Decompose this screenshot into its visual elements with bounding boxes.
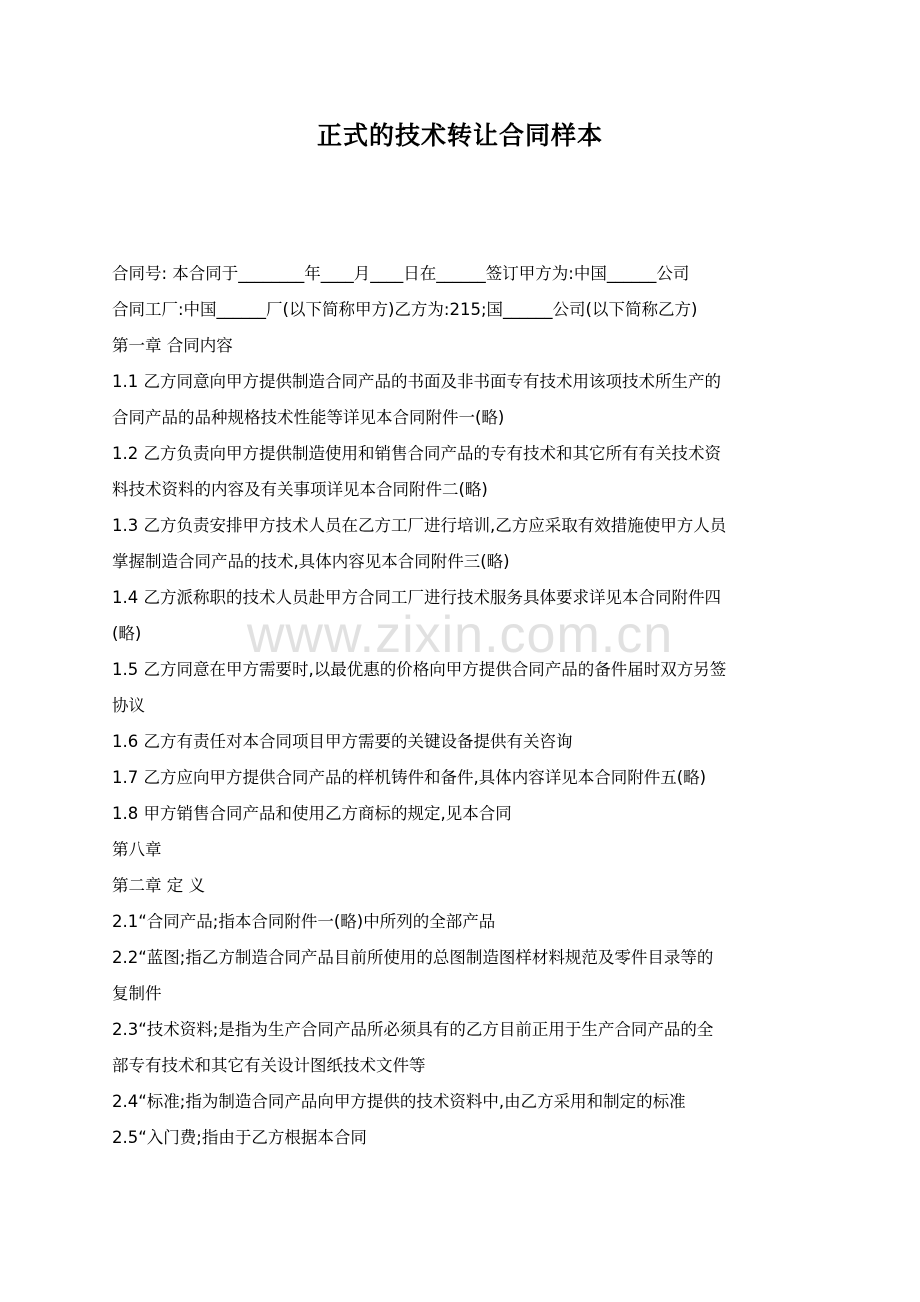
chapter-heading: 第一章 合同内容: [112, 336, 233, 355]
body-line: (略): [112, 624, 142, 643]
chapter-heading: 第八章: [112, 840, 162, 859]
body-line: 1.6 乙方有责任对本合同项目甲方需要的关键设备提供有关咨询: [112, 732, 573, 751]
body-line: 合同号: 本合同于________年____月____日在______签订甲方为:中国______公司: [112, 264, 690, 283]
body-line: 1.7 乙方应向甲方提供合同产品的样机铸件和备件,具体内容详见本合同附件五(略): [112, 768, 707, 787]
body-line: 1.8 甲方销售合同产品和使用乙方商标的规定,见本合同: [112, 804, 512, 823]
body-line: 合同工厂:中国______厂(以下简称甲方)乙方为:215;国______公司(以下简称乙方): [112, 300, 698, 319]
body-line: 2.1“合同产品;指本合同附件一(略)中所列的全部产品: [112, 912, 496, 931]
body-line: 1.3 乙方负责安排甲方技术人员在乙方工厂进行培训,乙方应采取有效措施使甲方人员: [112, 516, 727, 535]
body-line: 2.5“入门费;指由于乙方根据本合同: [112, 1128, 367, 1147]
watermark: www.zixin.com.cn: [246, 606, 674, 664]
body-line: 部专有技术和其它有关设计图纸技术文件等: [112, 1056, 426, 1075]
body-line: 1.5 乙方同意在甲方需要时,以最优惠的价格向甲方提供合同产品的备件届时双方另签: [112, 660, 727, 679]
body-line: 合同产品的品种规格技术性能等详见本合同附件一(略): [112, 408, 505, 427]
document-title: 正式的技术转让合同样本: [316, 121, 603, 150]
body-line: 1.4 乙方派称职的技术人员赴甲方合同工厂进行技术服务具体要求详见本合同附件四: [112, 588, 721, 607]
body-line: 2.4“标准;指为制造合同产品向甲方提供的技术资料中,由乙方采用和制定的标准: [112, 1092, 686, 1111]
body-line: 2.3“技术资料;是指为生产合同产品所必须具有的乙方目前正用于生产合同产品的全: [112, 1020, 714, 1039]
contract-body: [112, 256, 812, 1156]
body-line: 2.2“蓝图;指乙方制造合同产品目前所使用的总图制造图样材料规范及零件目录等的: [112, 948, 714, 967]
body-line: 1.1 乙方同意向甲方提供制造合同产品的书面及非书面专有技术用该项技术所生产的: [112, 372, 721, 391]
body-line: 料技术资料的内容及有关事项详见本合同附件二(略): [112, 480, 488, 499]
body-line: 协议: [112, 696, 145, 715]
body-line: 1.2 乙方负责向甲方提供制造使用和销售合同产品的专有技术和其它所有有关技术资: [112, 444, 721, 463]
body-line: 复制件: [112, 984, 162, 1003]
body-line: 掌握制造合同产品的技术,具体内容见本合同附件三(略): [112, 552, 510, 571]
chapter-heading: 第二章 定 义: [112, 876, 205, 895]
